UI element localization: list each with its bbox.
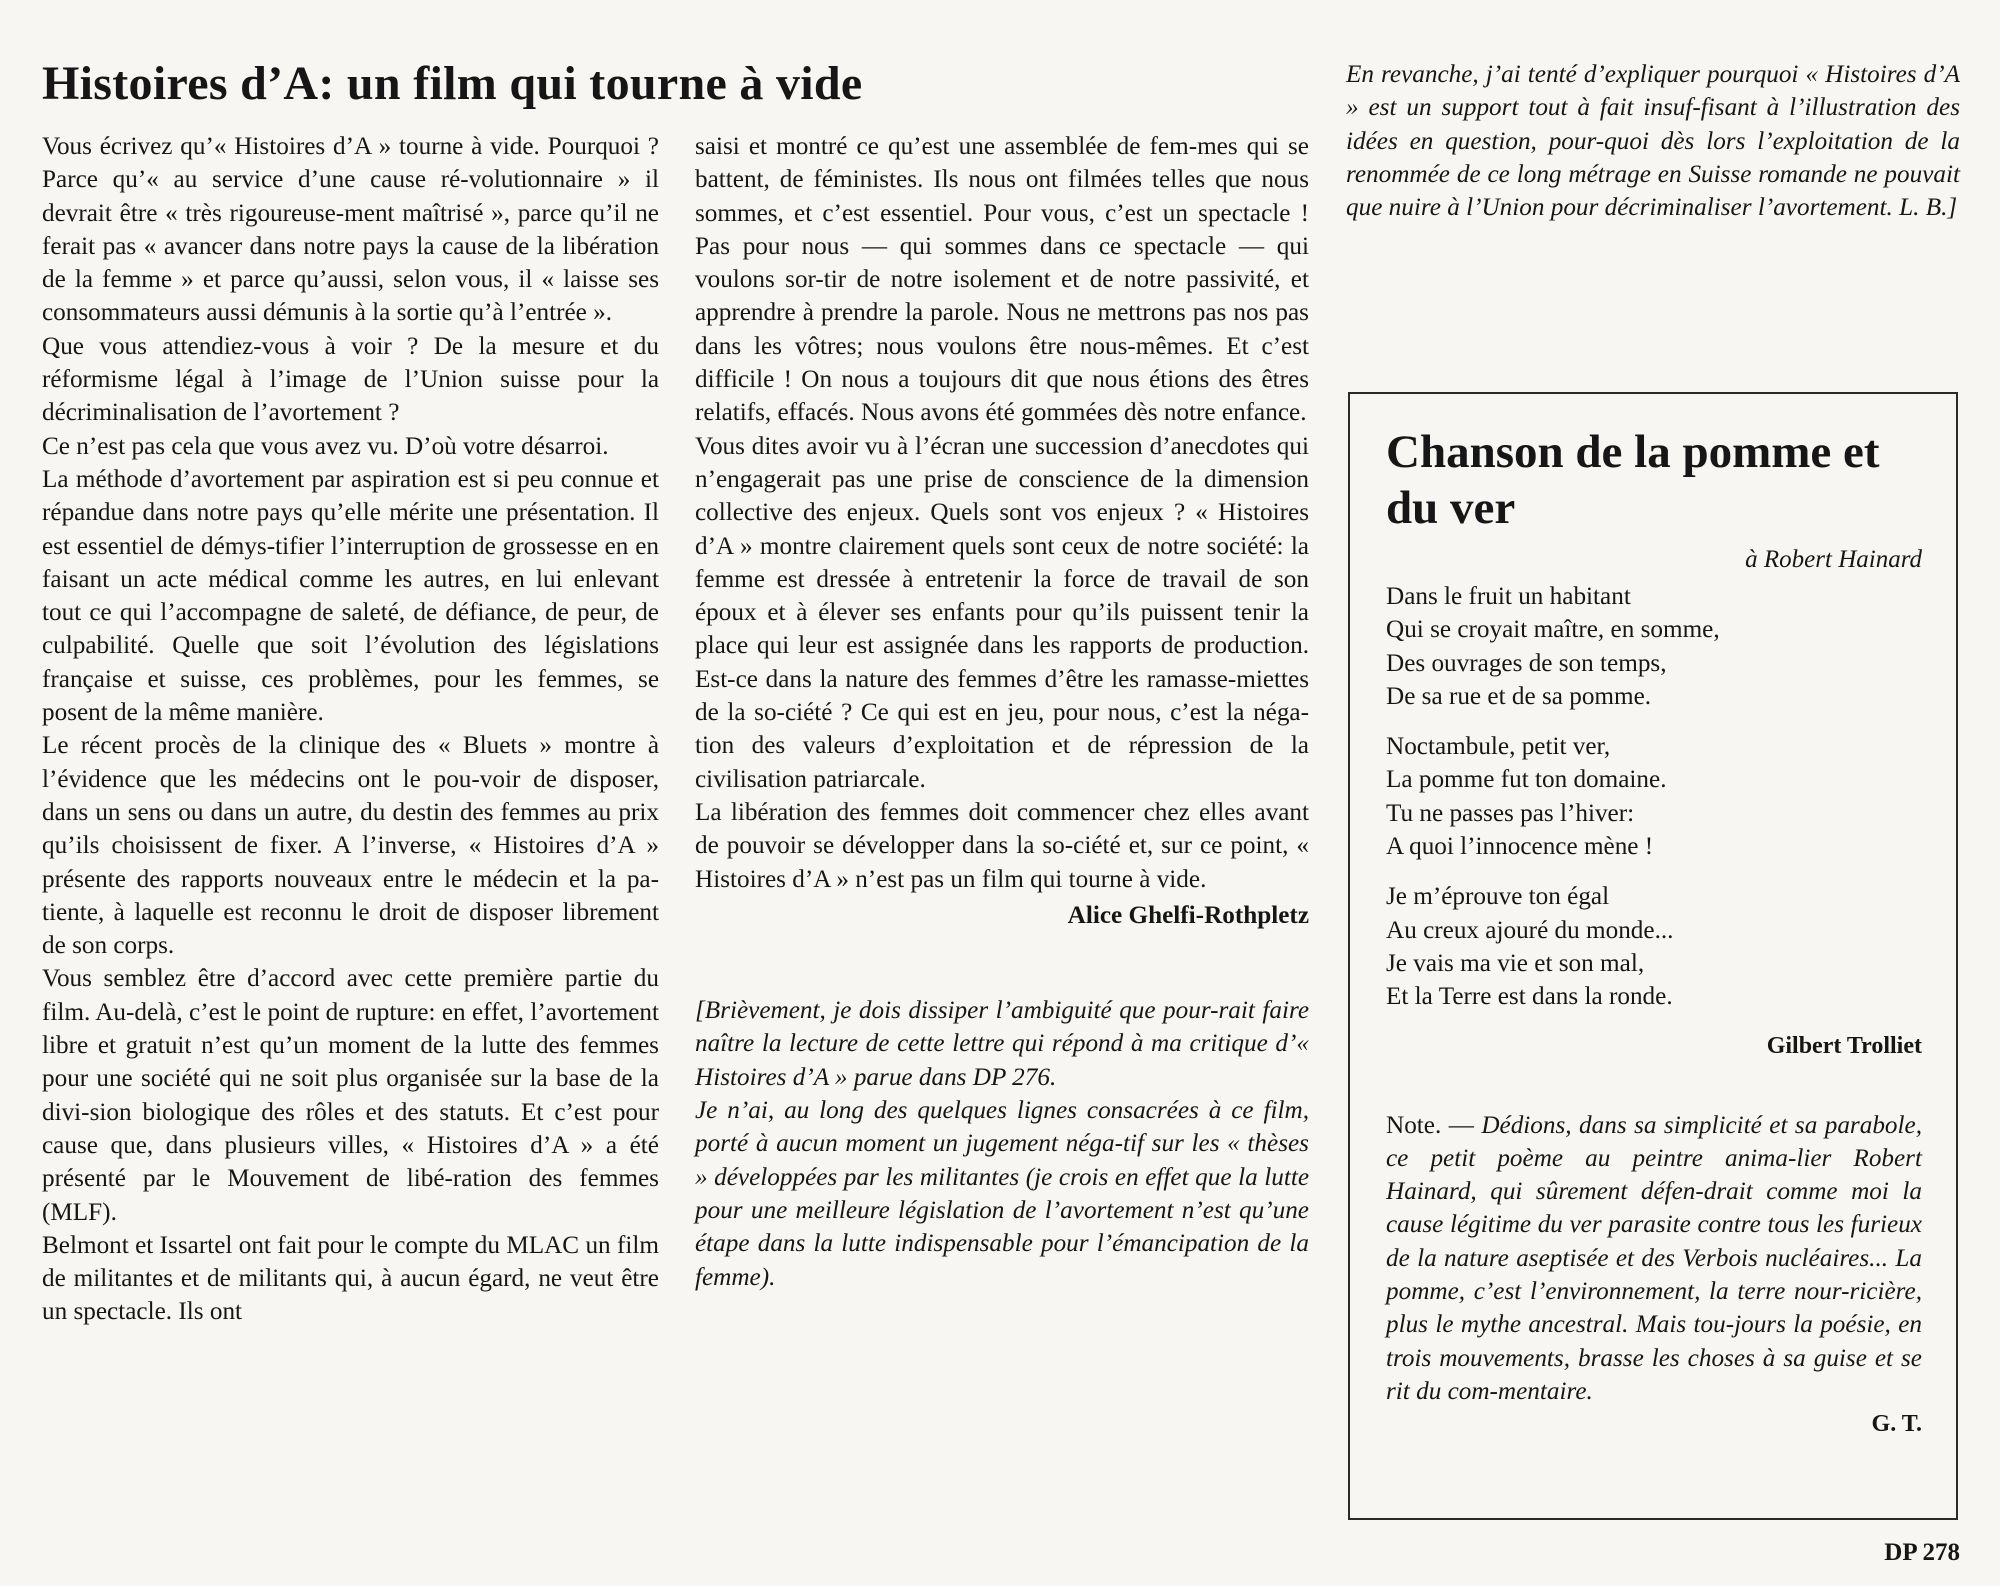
paragraph: Vous écrivez qu’« Histoires d’A » tourne à vide. Pourquoi ? Parce qu’« au service d’une cause ré-volutionnaire » il devrait être « très rigoureuse-ment maîtrisé », parce qu’il ne ferait pas « avancer dans notre pays la cause de la libération de la femme » et parce qu’aussi, selon vous, il « laisse ses consommateurs aussi démunis à la sortie qu’à l’entrée ». [42, 133, 659, 327]
poem-stanza [1386, 880, 1922, 1013]
editor-note [695, 994, 1309, 1294]
editor-note-paragraph: [Brièvement, je dois dissiper l’ambiguité que pour-rait faire naître la lecture de cette lettre qui répond à ma critique d’« Histoires d’A » parue dans DP 276. [695, 997, 1309, 1091]
editor-note-paragraph: Je n’ai, au long des quelques lignes consacrées à ce film, porté à aucun moment un jugement néga-tif sur les « thèses » développées par les militantes (je crois en effet que la lutte pour une meilleure législation de l’avortement n’est qu’une étape dans la lutte indispensable pour l’émancipation de la femme). [695, 1097, 1309, 1291]
poem-line: Dans le fruit un habitant [1386, 583, 1631, 610]
poem-dedication: à Robert Hainard [1745, 546, 1922, 573]
poem-line: La pomme fut ton domaine. [1386, 766, 1667, 794]
poem-line: Des ouvrages de son temps, [1386, 649, 1667, 677]
paragraph: Vous dites avoir vu à l’écran une succession d’anecdotes qui n’engagerait pas une prise de conscience de la dimension collective des enjeux. Quels sont vos enjeux ? « Histoires d’A » montre clairement quels sont ceux de notre société: la femme est dressée à entretenir la force de travail de son époux et à élever ses enfants pour qu’ils puissent tenir la place qui leur est assignée dans les rapports de production. Est-ce dans la nature des femmes d’être les ramasse-miettes de la so-ciété ? Ce qui est en jeu, pour nous, c’est la néga-tion des valeurs d’exploitation et de répression de la civilisation patriarcale. [695, 432, 1309, 793]
page-number: DP 278 [1884, 1539, 1960, 1566]
paragraph: La méthode d’avortement par aspiration est si peu connue et répandue dans notre pays qu’elle mérite une présentation. Il est essentiel de démys-tifier l’interruption de grossesse en en faisant un acte médical comme les autres, en lui enlevant tout ce qui l’accompagne de saleté, de défiance, de peur, de culpabilité. Quelle que soit l’évolution des législations française et suisse, ces problèmes, pour les femmes, se posent de la même manière. [42, 465, 659, 727]
poem-stanza [1386, 580, 1922, 713]
article-column-1 [42, 130, 659, 1329]
paragraph: Ce n’est pas cela que vous avez vu. D’où votre désarroi. [42, 432, 609, 460]
poem-line: Je vais ma vie et son mal, [1386, 949, 1645, 977]
article-title: Histoires d’A: un film qui tourne à vide [42, 57, 863, 110]
poem-author: Gilbert Trolliet [1766, 1032, 1922, 1059]
paragraph: Que vous attendiez-vous à voir ? De la mesure et du réformisme légal à l’image de l’Union suisse pour la décriminalisation de l’avortement ? [42, 332, 659, 427]
poem-stanza [1386, 730, 1922, 863]
paragraph: Belmont et Issartel ont fait pour le compte du MLAC un film de militantes et de militants qui, à aucun égard, ne veut être un spectacle. Ils ont [42, 1231, 659, 1326]
poem-line: De sa rue et de sa pomme. [1386, 682, 1652, 710]
poem-box [1348, 392, 1958, 1520]
note-label: Note. — [1386, 1111, 1474, 1139]
poem-title: Chanson de la pomme et du ver [1386, 426, 1880, 534]
note-signature: G. T. [1871, 1411, 1922, 1438]
poem-line: Au creux ajouré du monde... [1386, 916, 1674, 944]
poem-line: Et la Terre est dans la ronde. [1386, 983, 1673, 1011]
poem-line: Noctambule, petit ver, [1386, 733, 1611, 761]
article-column-3 [1346, 58, 1960, 224]
poem-note [1386, 1109, 1922, 1409]
paragraph: Le récent procès de la clinique des « Bluets » montre à l’évidence que les médecins ont le pou-voir de disposer, dans un sens ou dans un autre, du destin des femmes au prix qu’ils choisissent de fixer. A l’inverse, « Histoires d’A » présente des rapports nouveaux entre le médecin et la pa-tiente, à laquelle est reconnu le droit de disposer librement de son corps. [42, 732, 659, 960]
poem-line: Je m’éprouve ton égal [1386, 883, 1610, 911]
poem-line: Tu ne passes pas l’hiver: [1386, 799, 1635, 827]
note-text: Dédions, dans sa simplicité et sa parabole, ce petit poème au peintre anima-lier Robert Hainard, qui sûrement défen-drait comme moi la cause légitime du ver parasite contre tous les furieux de la nature aseptisée et des Verbois nucléaires... La pomme, c’est l’environnement, la terre nour-ricière, plus le mythe ancestral. Mais tou-jours la poésie, en trois mouvements, brasse les choses à sa guise et se rit du com-mentaire. [1386, 1111, 1922, 1405]
paragraph: saisi et montré ce qu’est une assemblée de fem-mes qui se battent, de féministes. Ils nous ont filmées telles que nous sommes, et c’est essentiel. Pour vous, c’est un spectacle ! Pas pour nous — qui sommes dans ce spectacle — qui voulons sor-tir de notre isolement et de notre passivité, et apprendre à prendre la parole. Nous ne mettrons pas nos pas dans les vôtres; nous voulons être nous-mêmes. Et c’est difficile ! On nous a toujours dit que nous étions des êtres relatifs, effacés. Nous avons été gommées dès notre enfance. [695, 133, 1309, 427]
paragraph: Vous semblez être d’accord avec cette première partie du film. Au-delà, c’est le point de rupture: en effet, l’avortement libre et gratuit n’est qu’un moment de la lutte des femmes pour une société qui ne soit plus organisée sur la base de la divi-sion biologique des rôles et des statuts. Et c’est pour cause que, dans plusieurs villes, « Histoires d’A » a été présenté par le Mouvement de libé-ration des femmes (MLF). [42, 965, 659, 1226]
poem-line: A quoi l’innocence mène ! [1386, 833, 1654, 861]
article-column-2 [695, 130, 1309, 1294]
paragraph: La libération des femmes doit commencer chez elles avant de pouvoir se développer dans la so-ciété et, sur ce point, « Histoires d’A » n’est pas un film qui tourne à vide. [695, 798, 1309, 893]
poem-line: Qui se croyait maître, en somme, [1386, 616, 1720, 644]
letter-signature: Alice Ghelfi-Rothpletz [1067, 901, 1309, 929]
editor-note-continuation: En revanche, j’ai tenté d’expliquer pourquoi « Histoires d’A » est un support tout à fait insuf-fisant à l’illustration des idées en question, pour-quoi dès lors l’exploitation de la renommée de ce long métrage en Suisse romande ne pouvait que nuire à l’Union pour décriminaliser l’avortement. L. B.] [1346, 61, 1960, 222]
